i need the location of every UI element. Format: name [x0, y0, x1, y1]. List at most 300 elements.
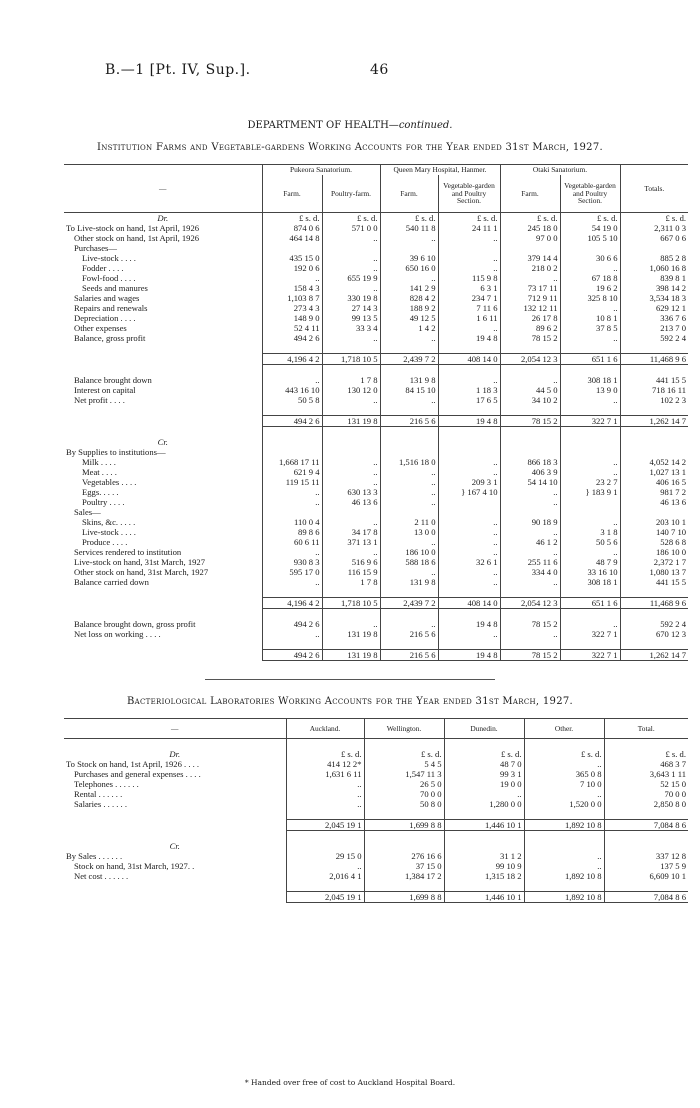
amount-cell: ..	[438, 375, 500, 385]
table-row	[64, 629, 688, 639]
spacer-cell	[322, 365, 380, 376]
amount-cell: 528 6 8	[620, 537, 688, 547]
blank-cell	[380, 437, 438, 447]
total-cell: 19 4 8	[438, 416, 500, 427]
amount-cell: 52 4 11	[262, 323, 322, 333]
spacer-cell	[500, 343, 560, 354]
spacer-cell	[286, 881, 364, 892]
amount-cell: ..	[262, 273, 322, 283]
spacer-cell	[560, 587, 620, 598]
amount-cell: 885 2 8	[620, 253, 688, 263]
header-pukeora: Pukeora Sanatorium.	[262, 165, 380, 175]
table-row	[64, 619, 688, 629]
spacer-cell	[524, 881, 604, 892]
blank-cell	[560, 437, 620, 447]
amount-cell: 1 6 11	[438, 313, 500, 323]
amount-cell: ..	[500, 629, 560, 639]
amount-cell: 2,372 1 7	[620, 557, 688, 567]
amount-cell: 30 6 6	[560, 253, 620, 263]
amount-cell: 186 10 0	[620, 547, 688, 557]
spacer-row	[64, 739, 688, 750]
spacer-row	[64, 639, 688, 650]
amount-cell: 595 17 0	[262, 567, 322, 577]
spacer-cell	[322, 587, 380, 598]
spacer-cell	[604, 831, 688, 842]
unit-cell: £ s. d.	[322, 213, 380, 224]
row-label: Stock on hand, 31st March, 1927. .	[74, 861, 195, 871]
amount-cell: 218 0 2	[500, 263, 560, 273]
amount-cell: 1,631 6 11	[286, 769, 364, 779]
table-row	[64, 223, 688, 233]
amount-cell: 667 0 6	[620, 233, 688, 243]
amount-cell: ..	[560, 263, 620, 273]
amount-cell: 839 8 1	[620, 273, 688, 283]
amount-cell: 19 6 2	[560, 283, 620, 293]
amount-cell: 49 12 5	[380, 313, 438, 323]
spacer-cell	[380, 609, 438, 620]
amount-cell: ..	[380, 477, 438, 487]
amount-cell: 188 9 2	[380, 303, 438, 313]
table-row	[64, 799, 688, 809]
table-row	[64, 293, 688, 303]
table-row	[64, 527, 688, 537]
amount-cell: ..	[286, 799, 364, 809]
amount-cell: 494 2 6	[262, 619, 322, 629]
spacer-cell	[444, 831, 524, 842]
sub-header: Farm.	[380, 175, 438, 213]
amount-cell	[262, 243, 322, 253]
amount-cell: 99 13 5	[322, 313, 380, 323]
amount-cell: 1 7 8	[322, 577, 380, 587]
amount-cell: 50 5 6	[560, 537, 620, 547]
spacer-cell	[380, 587, 438, 598]
total-cell: 216 5 6	[380, 650, 438, 661]
dr-label: Dr.	[169, 749, 181, 759]
amount-cell: 435 15 0	[262, 253, 322, 263]
row-label: Repairs and renewals	[74, 303, 148, 313]
amount-cell: 70 0 0	[364, 789, 444, 799]
amount-cell: 29 15 0	[286, 851, 364, 861]
amount-cell: 46 13 6	[620, 497, 688, 507]
spacer-cell	[438, 587, 500, 598]
amount-cell: ..	[438, 517, 500, 527]
dr-label: Dr.	[157, 212, 169, 223]
amount-cell	[560, 243, 620, 253]
amount-cell: 1,280 0 0	[444, 799, 524, 809]
amount-cell: ..	[322, 477, 380, 487]
spacer-cell	[64, 587, 262, 598]
amount-cell: 4,052 14 2	[620, 457, 688, 467]
total-row	[64, 416, 688, 427]
amount-cell: ..	[560, 303, 620, 313]
amount-cell: ..	[380, 487, 438, 497]
amount-cell: 23 2 7	[560, 477, 620, 487]
row-label: Meat . . . .	[82, 467, 117, 477]
total-cell: 494 2 6	[262, 650, 322, 661]
spacer-cell	[322, 609, 380, 620]
spacer-cell	[604, 881, 688, 892]
row-label: Interest on capital	[74, 385, 136, 395]
amount-cell	[500, 507, 560, 517]
amount-cell: 930 8 3	[262, 557, 322, 567]
row-label: Live-stock . . . .	[82, 527, 136, 537]
amount-cell: ..	[500, 547, 560, 557]
row-label: Other stock on hand, 1st April, 1926	[74, 233, 200, 243]
cr-heading-row	[64, 841, 688, 851]
unit-cell: £ s. d.	[524, 749, 604, 759]
amount-cell: 571 0 0	[322, 223, 380, 233]
amount-cell: ..	[380, 395, 438, 405]
table-row	[64, 447, 688, 457]
total-cell: 1,262 14 7	[620, 416, 688, 427]
row-label: Salaries and wages	[74, 293, 140, 303]
table-row	[64, 861, 688, 871]
header-blank: —	[159, 183, 167, 193]
row-label: Other expenses	[74, 323, 127, 333]
spacer-cell	[64, 343, 262, 354]
table-row	[64, 769, 688, 779]
amount-cell: ..	[380, 467, 438, 477]
total-cell: 651 1 6	[560, 598, 620, 609]
amount-cell: 1 7 8	[322, 375, 380, 385]
spacer-cell	[438, 343, 500, 354]
table-row	[64, 517, 688, 527]
amount-cell: 116 15 9	[322, 567, 380, 577]
footnote: * Handed over free of cost to Auckland Hospital Board.	[244, 1078, 456, 1087]
spacer-cell	[438, 609, 500, 620]
amount-cell	[262, 507, 322, 517]
amount-cell: 186 10 0	[380, 547, 438, 557]
amount-cell: 24 11 1	[438, 223, 500, 233]
blank-cell	[322, 437, 380, 447]
table-row	[64, 871, 688, 881]
amount-cell: 308 18 1	[560, 375, 620, 385]
amount-cell: ..	[262, 629, 322, 639]
amount-cell: 17 6 5	[438, 395, 500, 405]
table-row	[64, 467, 688, 477]
amount-cell: 414 12 2*	[286, 759, 364, 769]
spacer-cell	[620, 365, 688, 376]
amount-cell: ..	[560, 333, 620, 343]
amount-cell: 443 16 10	[262, 385, 322, 395]
unit-cell: £ s. d.	[444, 749, 524, 759]
spacer-cell	[500, 427, 560, 438]
row-label: Purchases and general expenses . . . .	[74, 769, 201, 779]
amount-cell: 1,384 17 2	[364, 871, 444, 881]
amount-cell: ..	[438, 263, 500, 273]
amount-cell: ..	[438, 577, 500, 587]
total-cell: 1,699 8 8	[364, 820, 444, 831]
spacer-cell	[64, 739, 286, 750]
table-row	[64, 457, 688, 467]
header-blank: —	[171, 723, 179, 733]
amount-cell	[262, 447, 322, 457]
amount-cell: ..	[322, 333, 380, 343]
row-label: Poultry . . . .	[82, 497, 125, 507]
amount-cell: ..	[380, 233, 438, 243]
amount-cell: 1 18 3	[438, 385, 500, 395]
amount-cell: ..	[500, 497, 560, 507]
amount-cell: 102 2 3	[620, 395, 688, 405]
blank-cell	[262, 437, 322, 447]
total-cell: 2,045 19 1	[286, 892, 364, 903]
amount-cell: ..	[438, 467, 500, 477]
spacer-cell	[500, 609, 560, 620]
spacer-cell	[560, 343, 620, 354]
amount-cell: ..	[322, 517, 380, 527]
amount-cell	[560, 497, 620, 507]
amount-cell: 78 15 2	[500, 619, 560, 629]
spacer-cell	[262, 405, 322, 416]
amount-cell: 629 12 1	[620, 303, 688, 313]
amount-cell: ..	[560, 547, 620, 557]
spacer-cell	[620, 587, 688, 598]
spacer-cell	[444, 739, 524, 750]
amount-cell: 119 15 11	[262, 477, 322, 487]
amount-cell: 1,516 18 0	[380, 457, 438, 467]
row-label: Depreciation . . . .	[74, 313, 136, 323]
spacer-row	[64, 587, 688, 598]
sub-header: Vegetable-garden and Poultry Section.	[438, 175, 500, 213]
dr-heading-row	[64, 749, 688, 759]
row-label: Services rendered to institution	[74, 547, 182, 557]
spacer-cell	[380, 427, 438, 438]
total-label	[64, 416, 262, 427]
amount-cell: 655 19 9	[322, 273, 380, 283]
total-cell: 7,084 8 6	[604, 892, 688, 903]
amount-cell: ..	[322, 233, 380, 243]
amount-cell: 50 5 8	[262, 395, 322, 405]
amount-cell: ..	[322, 467, 380, 477]
blank-cell	[620, 437, 688, 447]
spacer-cell	[262, 609, 322, 620]
spacer-cell	[380, 365, 438, 376]
amount-cell: } 183 9 1	[560, 487, 620, 497]
amount-cell: 330 19 8	[322, 293, 380, 303]
amount-cell: ..	[262, 487, 322, 497]
table-row	[64, 497, 688, 507]
amount-cell: 105 5 10	[560, 233, 620, 243]
amount-cell: ..	[438, 323, 500, 333]
table-row	[64, 385, 688, 395]
total-cell: 78 15 2	[500, 416, 560, 427]
unit-cell: £ s. d.	[500, 213, 560, 224]
spacer-row	[64, 881, 688, 892]
amount-cell: ..	[500, 577, 560, 587]
sub-header: Farm.	[262, 175, 322, 213]
amount-cell: 406 16 5	[620, 477, 688, 487]
amount-cell: ..	[560, 619, 620, 629]
amount-cell: 379 14 4	[500, 253, 560, 263]
page-header-ref: B.—1 [Pt. IV, Sup.].	[105, 62, 251, 78]
row-label: Purchases—	[74, 243, 117, 253]
amount-cell: 5 4 5	[364, 759, 444, 769]
amount-cell: 334 4 0	[500, 567, 560, 577]
row-label: Salaries . . . . . .	[74, 799, 127, 809]
amount-cell	[322, 507, 380, 517]
table-row	[64, 851, 688, 861]
row-label: By Supplies to institutions—	[66, 447, 166, 457]
table-row	[64, 303, 688, 313]
row-label: Sales—	[74, 507, 101, 517]
spacer-cell	[322, 427, 380, 438]
total-label	[64, 354, 262, 365]
total-cell: 131 19 8	[322, 650, 380, 661]
spacer-cell	[500, 587, 560, 598]
blank-cell	[524, 841, 604, 851]
cr-label: Cr.	[169, 841, 180, 851]
row-label: Fodder . . . .	[82, 263, 124, 273]
total-cell: 1,262 14 7	[620, 650, 688, 661]
table-row	[64, 547, 688, 557]
section-separator	[205, 679, 495, 680]
spacer-cell	[322, 639, 380, 650]
total-row	[64, 354, 688, 365]
amount-cell: 3,643 1 11	[604, 769, 688, 779]
amount-cell: ..	[380, 619, 438, 629]
amount-cell: 52 15 0	[604, 779, 688, 789]
spacer-cell	[500, 405, 560, 416]
amount-cell: 718 16 11	[620, 385, 688, 395]
spacer-row	[64, 609, 688, 620]
header-auckland: Auckland.	[286, 719, 364, 739]
amount-cell: ..	[524, 759, 604, 769]
table-row	[64, 487, 688, 497]
total-row	[64, 892, 688, 903]
spacer-cell	[364, 809, 444, 820]
amount-cell: 516 9 6	[322, 557, 380, 567]
amount-cell: ..	[500, 527, 560, 537]
table-row	[64, 263, 688, 273]
sub-header: Vegetable-garden and Poultry Section.	[560, 175, 620, 213]
amount-cell: 34 17 8	[322, 527, 380, 537]
amount-cell: 37 15 0	[364, 861, 444, 871]
spacer-cell	[322, 405, 380, 416]
total-cell: 19 4 8	[438, 650, 500, 661]
table-row	[64, 375, 688, 385]
spacer-cell	[604, 739, 688, 750]
spacer-cell	[364, 881, 444, 892]
unit-cell: £ s. d.	[262, 213, 322, 224]
amount-cell	[438, 243, 500, 253]
row-label: Balance carried down	[74, 577, 149, 587]
row-label: Other stock on hand, 31st March, 1927	[74, 567, 209, 577]
amount-cell: 2,850 8 0	[604, 799, 688, 809]
header-otaki: Otaki Sanatorium.	[500, 165, 620, 175]
amount-cell: 3 1 8	[560, 527, 620, 537]
amount-cell: 78 15 2	[500, 333, 560, 343]
amount-cell: 46 1 2	[500, 537, 560, 547]
spacer-cell	[524, 809, 604, 820]
spacer-row	[64, 343, 688, 354]
row-label: Net cost . . . . . .	[74, 871, 129, 881]
total-label	[64, 650, 262, 661]
amount-cell	[380, 507, 438, 517]
cr-label: Cr.	[157, 437, 168, 447]
amount-cell: 464 14 8	[262, 233, 322, 243]
unit-cell: £ s. d.	[364, 749, 444, 759]
amount-cell: ..	[524, 861, 604, 871]
spacer-cell	[64, 609, 262, 620]
amount-cell: 37 8 5	[560, 323, 620, 333]
amount-cell: ..	[438, 527, 500, 537]
amount-cell: ..	[380, 273, 438, 283]
row-label: Produce . . . .	[82, 537, 128, 547]
spacer-cell	[286, 831, 364, 842]
amount-cell: ..	[286, 779, 364, 789]
blank-cell	[438, 437, 500, 447]
amount-cell: 33 3 4	[322, 323, 380, 333]
spacer-cell	[500, 639, 560, 650]
amount-cell: 3,534 18 3	[620, 293, 688, 303]
header-queen-mary: Queen Mary Hospital, Hanmer.	[380, 165, 500, 175]
amount-cell	[560, 507, 620, 517]
amount-cell: 44 5 0	[500, 385, 560, 395]
unit-cell: £ s. d.	[286, 749, 364, 759]
page-number: 46	[370, 62, 389, 78]
amount-cell: 588 18 6	[380, 557, 438, 567]
amount-cell: ..	[262, 547, 322, 557]
amount-cell: ..	[560, 467, 620, 477]
amount-cell: 2,311 0 3	[620, 223, 688, 233]
amount-cell: ..	[560, 457, 620, 467]
blank-cell	[364, 841, 444, 851]
amount-cell: 650 16 0	[380, 263, 438, 273]
total-cell: 1,718 10 5	[322, 598, 380, 609]
amount-cell: 31 1 2	[444, 851, 524, 861]
total-cell: 651 1 6	[560, 354, 620, 365]
amount-cell: 54 14 10	[500, 477, 560, 487]
amount-cell: 325 8 10	[560, 293, 620, 303]
amount-cell: 216 5 6	[380, 629, 438, 639]
amount-cell: 6 3 1	[438, 283, 500, 293]
amount-cell: 203 10 1	[620, 517, 688, 527]
amount-cell	[560, 447, 620, 457]
unit-cell: £ s. d.	[438, 213, 500, 224]
total-cell: 1,718 10 5	[322, 354, 380, 365]
spacer-cell	[604, 809, 688, 820]
amount-cell: 322 7 1	[560, 629, 620, 639]
spacer-row	[64, 831, 688, 842]
spacer-cell	[364, 831, 444, 842]
amount-cell: ..	[322, 457, 380, 467]
row-label: By Sales . . . . . .	[66, 851, 123, 861]
amount-cell: 13 0 0	[380, 527, 438, 537]
amount-cell: 110 0 4	[262, 517, 322, 527]
amount-cell: 273 4 3	[262, 303, 322, 313]
amount-cell: 630 13 3	[322, 487, 380, 497]
spacer-cell	[438, 365, 500, 376]
amount-cell: 70 0 0	[604, 789, 688, 799]
amount-cell	[500, 243, 560, 253]
amount-cell: ..	[438, 567, 500, 577]
amount-cell: 130 12 0	[322, 385, 380, 395]
unit-cell: £ s. d.	[560, 213, 620, 224]
total-cell: 1,892 10 8	[524, 892, 604, 903]
spacer-cell	[286, 739, 364, 750]
amount-cell: 141 2 9	[380, 283, 438, 293]
amount-cell: 276 16 6	[364, 851, 444, 861]
farms-table-title: Institution Farms and Vegetable-gardens Working Accounts for the Year ended 31st March, 1927.	[97, 142, 603, 153]
row-label: Vegetables . . . .	[82, 477, 137, 487]
blank-cell	[286, 841, 364, 851]
spacer-cell	[262, 343, 322, 354]
amount-cell: ..	[444, 789, 524, 799]
spacer-cell	[262, 365, 322, 376]
amount-cell: 1,027 13 1	[620, 467, 688, 477]
amount-cell: 441 15 5	[620, 375, 688, 385]
amount-cell: 73 17 11	[500, 283, 560, 293]
